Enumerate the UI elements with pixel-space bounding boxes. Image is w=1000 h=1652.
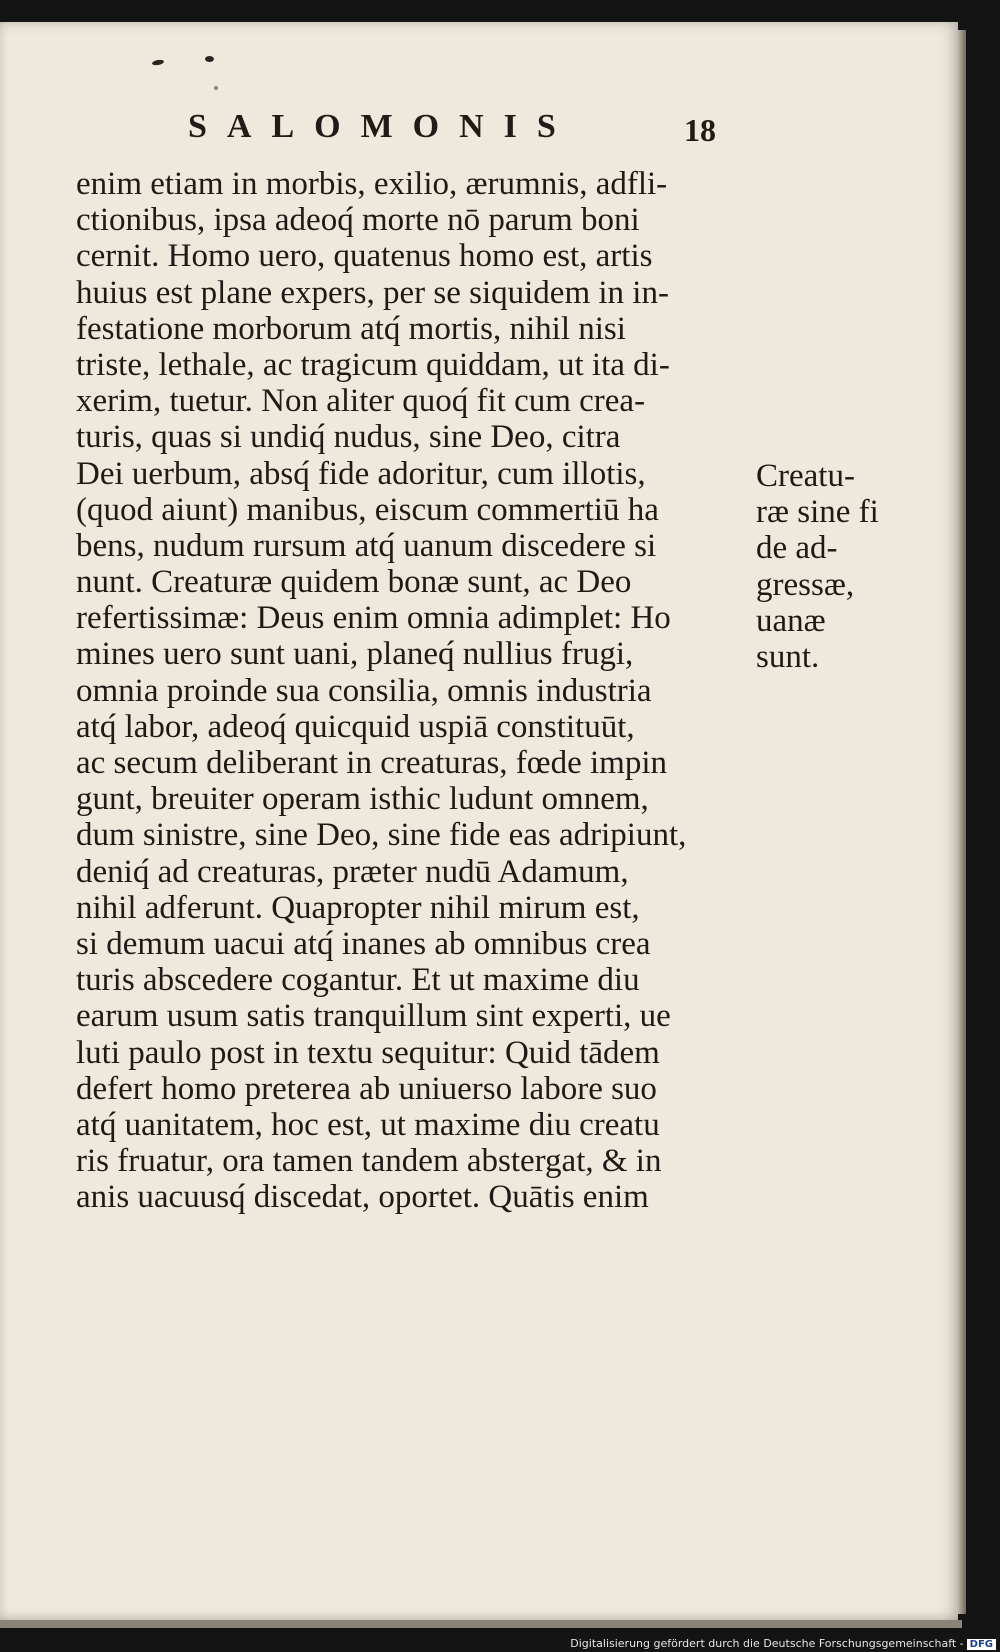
text-line-content: turis abscedere cogantur. Et ut maxime diu: [76, 962, 640, 999]
text-line: [76, 781, 740, 817]
text-line-content: dum sinistre, sine Deo, sine fide eas adripiunt,: [76, 817, 687, 854]
marginal-note-line: sunt.: [756, 638, 820, 675]
marginal-note-line: ræ sine fi: [756, 494, 879, 531]
text-line: [76, 419, 740, 455]
text-line-content: huius est plane expers, per se siquidem in in-: [76, 274, 669, 311]
text-line: [76, 673, 740, 709]
text-line-content: deniq́ ad creaturas, præter nudū Adamum,: [76, 853, 629, 890]
text-line-content: gunt, breuiter operam isthic ludunt omnem,: [76, 781, 649, 818]
text-line-content: luti paulo post in textu sequitur: Quid tādem: [76, 1034, 660, 1071]
text-line: [76, 709, 740, 745]
text-line: [76, 202, 740, 238]
text-line-content: ac secum deliberant in creaturas, fœde impin: [76, 745, 668, 781]
text-line: [76, 311, 740, 347]
text-line-content: nunt. Creaturæ quidem bonæ sunt, ac Deo: [76, 564, 632, 601]
text-line: [76, 383, 740, 419]
text-line-content: nihil adferunt. Quapropter nihil mirum est,: [76, 889, 640, 926]
body-text: [76, 166, 740, 1215]
text-line-content: ctionibus, ipsa adeoq́ morte nō parum boni: [76, 202, 640, 239]
text-line-content: triste, lethale, ac tragicum quiddam, ut ita di-: [76, 346, 670, 383]
text-line-content: anis uacuusq́ discedat, oportet. Quātis enim: [76, 1179, 649, 1216]
text-line: [76, 962, 740, 998]
text-line-content: refertissimæ: Deus enim omnia adimplet: Ho: [76, 600, 671, 637]
text-line-content: xerim, tuetur. Non aliter quoq́ fit cum crea-: [76, 383, 646, 420]
text-line: [76, 1107, 740, 1143]
text-line: [76, 492, 740, 528]
page-number: 18: [684, 112, 716, 148]
text-line: [76, 238, 740, 274]
text-line-content: turis, quas si undiq́ nudus, sine Deo, citra: [76, 419, 621, 456]
text-line: [76, 456, 740, 492]
text-line: [76, 1179, 740, 1215]
dfg-logo: DFG: [967, 1639, 996, 1650]
text-line: [76, 564, 740, 600]
text-line: [76, 854, 740, 890]
marginal-note-line: uanæ: [756, 602, 826, 639]
text-line: [76, 817, 740, 853]
text-line: [76, 745, 740, 781]
marginal-note-line: gressæ,: [756, 566, 855, 603]
text-line-content: atq́ labor, adeoq́ quicquid uspiā constituūt,: [76, 708, 635, 745]
text-line-content: cernit. Homo uero, quatenus homo est, artis: [76, 238, 653, 275]
text-line-content: ris fruatur, ora tamen tandem abstergat, & in: [76, 1143, 662, 1180]
text-line: [76, 275, 740, 311]
text-line-content: omnia proinde sua consilia, omnis industria: [76, 672, 652, 709]
marginal-note: [756, 458, 879, 675]
text-line-content: bens, nudum rursum atq́ uanum discedere si: [76, 527, 657, 564]
text-line: [76, 890, 740, 926]
text-line-content: enim etiam in morbis, exilio, ærumnis, adfli-: [76, 166, 668, 202]
digitization-credit: [570, 1637, 996, 1650]
marginal-note-line: de ad-: [756, 530, 838, 567]
text-line: [76, 600, 740, 636]
ink-spot: [214, 86, 218, 90]
text-line-content: Dei uerbum, absq́ fide adoritur, cum illotis,: [76, 455, 646, 492]
marginal-note-line: Creatu-: [756, 458, 855, 494]
text-line: [76, 998, 740, 1034]
ink-spot: [205, 56, 214, 62]
text-line-content: festatione morborum atq́ mortis, nihil nisi: [76, 310, 626, 347]
text-line-content: defert homo preterea ab uniuerso labore suo: [76, 1070, 657, 1107]
text-line: [76, 528, 740, 564]
text-line: [76, 166, 740, 202]
text-line: [76, 636, 740, 672]
text-line: [76, 1071, 740, 1107]
text-line-content: (quod aiunt) manibus, eiscum commertiū ha: [76, 491, 659, 528]
text-line-content: si demum uacui atq́ inanes ab omnibus crea: [76, 925, 651, 962]
running-head: SALOMONIS: [188, 108, 576, 145]
text-line: [76, 347, 740, 383]
credit-text: Digitalisierung gefördert durch die Deutsche Forschungsgemeinschaft -: [570, 1637, 964, 1650]
text-line-content: mines uero sunt uani, planeq́ nullius frugi,: [76, 636, 634, 673]
text-line-content: earum usum satis tranquillum sint experti, ue: [76, 998, 671, 1035]
page-bottom-edge: [0, 1620, 962, 1628]
text-line-content: atq́ uanitatem, hoc est, ut maxime diu creatu: [76, 1106, 660, 1143]
text-line: [76, 1035, 740, 1071]
text-line: [76, 926, 740, 962]
page-edge: [958, 30, 966, 1614]
text-line: [76, 1143, 740, 1179]
